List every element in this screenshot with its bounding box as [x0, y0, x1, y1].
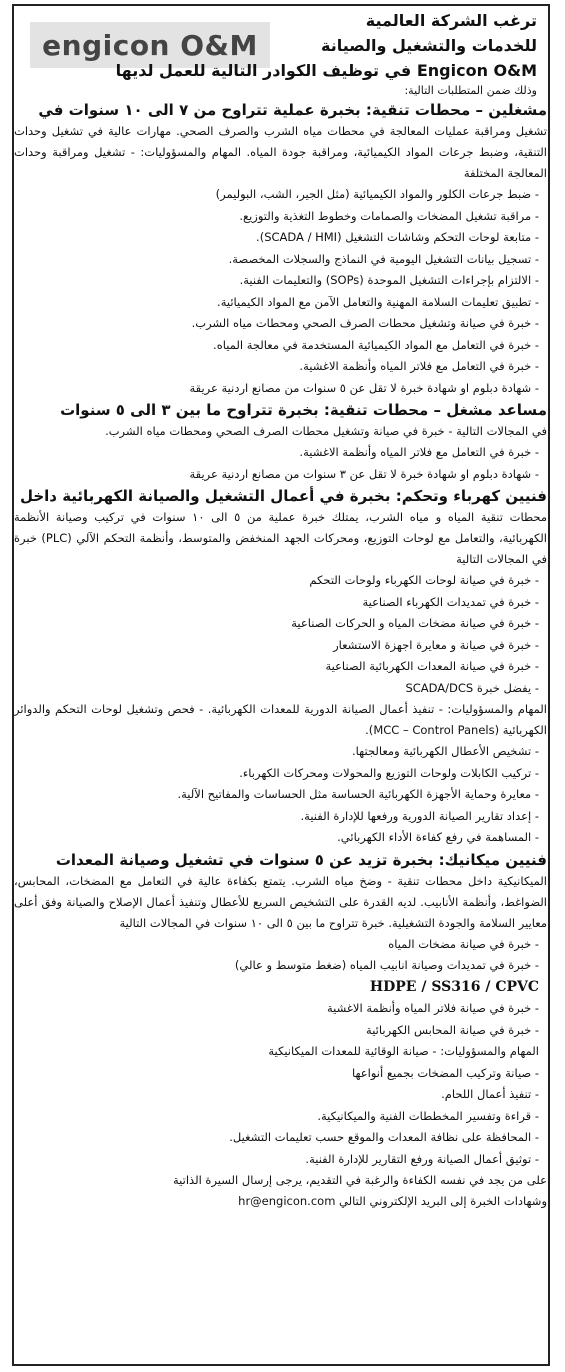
list-item: المهام والمسؤوليات: - صيانة الوقائية للمعدات الميكانيكية: [268, 1044, 539, 1058]
header-line-3: Engicon O&M في توظيف الكوادر التالية للعمل لديها: [115, 61, 537, 80]
list-item: - تشخيص الأعطال الكهربائية ومعالجتها.: [352, 744, 539, 758]
list-item: - خبرة في صيانة وتشغيل محطات الصرف الصحي ومحطات مياه الشرب.: [191, 316, 539, 330]
section-paragraph: محطات تنقية المياه و مياه الشرب، يمتلك خبرة عملية من ٥ الى ١٠ سنوات في تركيب وصيانة الأنظمة الكهربائية، والتعامل مع لوحات التوزيع، ومحركات الجهد المنخفض والمتوسط، وأنظمة التحكم الآلي (PLC) خبرة في المجالات التالية: [14, 510, 548, 566]
section-paragraph: الميكانيكية داخل محطات تنقية - وضخ مياه الشرب. يتمتع بكفاءة عالية في التعامل مع المضخات، المحابس، الضواغط، وأنظمة الأنابيب. لديه القدرة على التشخيص السريع للأعطال وتنفيذ أعمال الإصلاح والصيانة وفق أعلى معايير السلامة والجودة التشغيلية. خبرة تتراوح ما بين ٥ الى ١٠ سنوات في المجالات التالية: [14, 873, 547, 930]
section-paragraph: في المجالات التالية - خبرة في صيانة وتشغيل محطات الصرف الصحي ومحطات مياه الشرب.: [105, 424, 547, 438]
section-paragraph: تشغيل ومراقبة عمليات المعالجة في محطات مياه الشرب والصرف الصحي. مهارات عالية في تشغيل وحدات التنقية، وضبط جرعات المواد الكيميائية، ومراقبة جودة المياه. المهام والمسؤوليات: - تشغيل ومراقبة وحدات المعالجة المختلفة: [14, 124, 547, 180]
footer-line-1: على من يجد في نفسه الكفاءة والرغبة في التقديم، يرجى إرسال السيرة الذاتية: [173, 1173, 547, 1187]
section-title: فنيين كهرباء وتحكم: بخبرة في أعمال التشغيل والصيانة الكهربائية داخل: [19, 487, 547, 505]
logo-text: engicon O&M: [42, 28, 258, 62]
list-item: - خبرة في تمديدات الكهرباء الصناعية: [362, 594, 539, 609]
list-item: - خبرة في صيانة المحابس الكهربائية: [366, 1022, 539, 1037]
list-item: - المحافظة على نظافة المعدات والموقع حسب تعليمات التشغيل.: [229, 1130, 539, 1144]
list-item: - خبرة في صيانة المعدات الكهربائية الصناعية: [325, 659, 539, 673]
section-operators: [14, 99, 547, 399]
section-title: مساعد مشغل – محطات تنقية: بخبرة تتراوح ما بين ٣ الى ٥ سنوات: [60, 401, 547, 419]
list-item: - يفضل خبرة SCADA/DCS: [405, 680, 539, 695]
list-item: - شهادة دبلوم او شهادة خبرة لا تقل عن ٥ سنوات من مصانع اردنية عريقة: [189, 380, 539, 395]
list-item: - خبرة في التعامل مع فلاتر المياه وأنظمة الاغشية.: [299, 359, 539, 373]
footer-line-2: وشهادات الخبرة إلى البريد الإلكتروني التالي hr@engicon.com: [238, 1194, 547, 1208]
list-item: - خبرة في صيانة مضخات المياه: [388, 936, 539, 951]
section-mechanical-technicians: [14, 849, 547, 1171]
list-item: - متابعة لوحات التحكم وشاشات التشغيل (SCADA / HMI).: [256, 230, 539, 244]
list-item: - تسجيل بيانات التشغيل اليومية في النماذج والسجلات المخصصة.: [228, 251, 539, 266]
list-item: - مراقبة تشغيل المضخات والصمامات وخطوط التغذية والتوزيع.: [239, 208, 539, 223]
list-item: - قراءة وتفسير المخططات الفنية والميكانيكية.: [317, 1108, 539, 1123]
list-item: - تطبيق تعليمات السلامة المهنية والتعامل الآمن مع المواد الكيميائية.: [217, 294, 539, 309]
section-title: مشغلين – محطات تنقية: بخبرة عملية تتراوح من ٧ الى ١٠ سنوات في: [38, 101, 547, 119]
list-item: - خبرة في صيانة مضخات المياه و الحركات الصناعية: [291, 616, 539, 630]
list-item: - توثيق أعمال الصيانة ورفع التقارير للإدارة الفنية.: [305, 1151, 539, 1166]
list-item: - المساهمة في رفع كفاءة الأداء الكهربائي.: [337, 830, 539, 844]
section-electrical-technicians: [14, 485, 547, 849]
ad-content: [14, 8, 547, 1212]
list-item: - خبرة في صيانة لوحات الكهرباء ولوحات التحكم: [309, 573, 539, 587]
list-item: - خبرة في التعامل مع المواد الكيميائية المستخدمة في معالجة المياه.: [213, 337, 539, 352]
list-item: - خبرة في صيانة فلاتر المياه وأنظمة الاغشية: [327, 1001, 539, 1015]
list-item: - معايرة وحماية الأجهزة الكهربائية الحساسة مثل الحساسات والمفاتيح الآلية.: [177, 787, 539, 801]
list-item: - ضبط جرعات الكلور والمواد الكيميائية (مثل الجير، الشب، البوليمر): [215, 187, 539, 201]
header-line-2: للخدمات والتشغيل والصيانة: [321, 36, 537, 55]
list-item: HDPE / SS316 / CPVC: [369, 978, 539, 995]
section-paragraph: المهام والمسؤوليات: - تنفيذ أعمال الصيانة الدورية للمعدات الكهربائية. - فحص وتشغيل لوحات التحكم والدوائر الكهربائية (MCC – Control Panels).: [14, 702, 547, 737]
list-item: - خبرة في صيانة و معايرة اجهزة الاستشعار: [333, 637, 539, 652]
list-item: - تركيب الكابلات ولوحات التوزيع والمحولات ومحركات الكهرباء.: [239, 765, 539, 780]
section-title: فنيين ميكانيك: بخبرة تزيد عن ٥ سنوات في تشغيل وصيانة المعدات: [55, 850, 547, 869]
header-line-4: وذلك ضمن المتطلبات التالية:: [404, 84, 537, 97]
list-item: - صيانة وتركيب المضخات بجميع أنواعها: [351, 1065, 539, 1080]
list-item: - الالتزام بإجراءات التشغيل الموحدة (SOPs) والتعليمات الفنية.: [239, 273, 539, 287]
list-item: - إعداد تقارير الصيانة الدورية ورفعها للإدارة الفنية.: [300, 808, 539, 823]
list-item: - تنفيذ أعمال اللحام.: [441, 1087, 539, 1101]
list-item: - خبرة في تمديدات وصيانة انابيب المياه (ضغط متوسط و عالي): [234, 958, 539, 972]
list-item: - خبرة في التعامل مع فلاتر المياه وأنظمة الاغشية.: [299, 445, 539, 459]
header-line-1: ترغب الشركة العالمية: [365, 11, 537, 30]
list-item: - شهادة دبلوم او شهادة خبرة لا تقل عن ٣ سنوات من مصانع اردنية عريقة: [189, 466, 539, 481]
section-assistant-operators: [14, 399, 547, 485]
